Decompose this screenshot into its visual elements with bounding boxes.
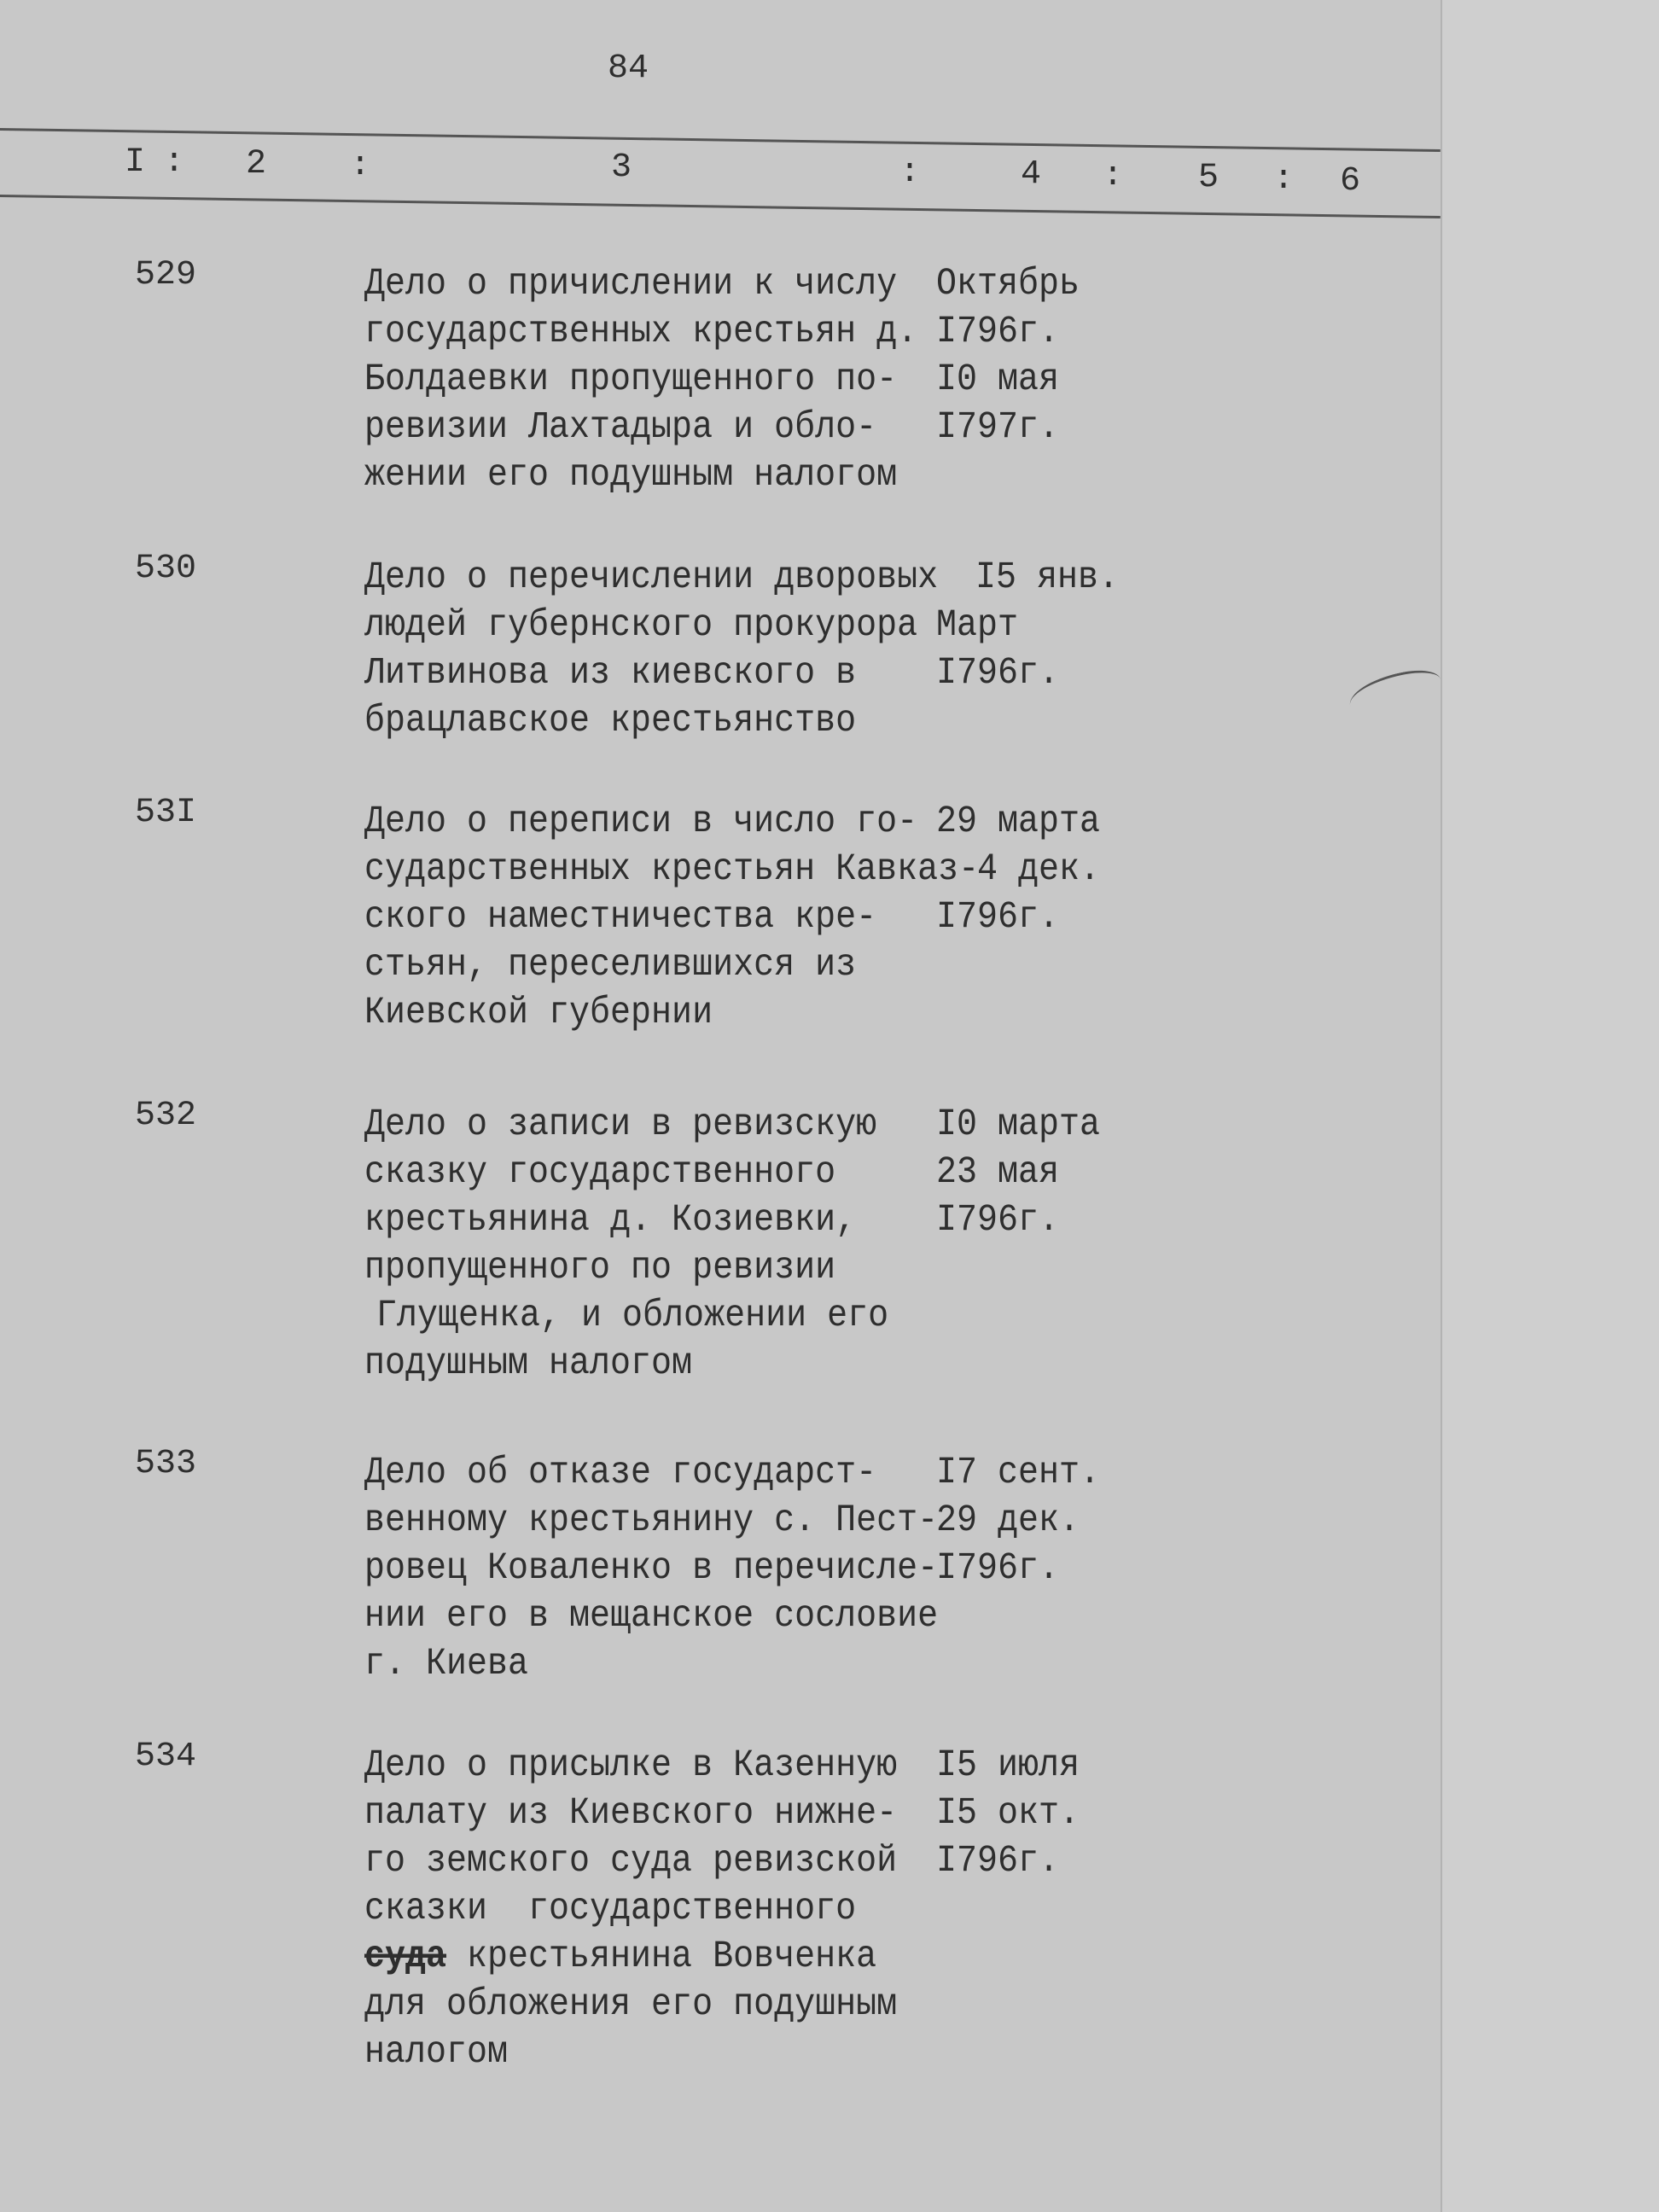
text-line: нии его в мещанское сословие	[364, 1595, 939, 1639]
entry-number: 532	[135, 1097, 197, 1135]
date-line: I0 мая	[936, 358, 1060, 402]
date-line: I796г.	[936, 1840, 1060, 1883]
text-line: Болдаевки пропущенного по-	[364, 358, 898, 402]
text-line: стьян, переселившихся из	[364, 944, 857, 987]
entry-description	[364, 555, 938, 746]
text-line: сударственных крестьян Кавказ-	[364, 848, 980, 892]
header-col-5: 5	[1198, 159, 1220, 197]
text-line: для обложения его подушным	[364, 1983, 898, 2027]
date-line: I796г.	[936, 311, 1060, 354]
text-line-rest: крестьянина Вовченка	[446, 1936, 877, 1979]
text-line: Дело о переписи в число го-	[364, 800, 918, 844]
date-line: Октябрь	[936, 263, 1080, 306]
text-line: Дело об отказе государст-	[364, 1452, 877, 1495]
text-line: Глущенка, и обложении его	[376, 1295, 889, 1338]
text-line: ревизии Лахтадыра и обло-	[364, 406, 877, 450]
text-line: г. Киева	[364, 1643, 529, 1686]
text-line: Киевской губернии	[364, 992, 713, 1035]
entry-number: 530	[135, 550, 197, 588]
text-line: венному крестьянину с. Пест-	[364, 1499, 939, 1543]
text-line: сказку государственного	[364, 1151, 836, 1195]
header-sep: :	[899, 154, 921, 192]
date-line: I796г.	[936, 1547, 1060, 1591]
text-line: Дело о присылке в Казенную	[364, 1744, 898, 1788]
entry-description	[364, 1102, 888, 1388]
text-line: ровец Коваленко в перечисле-	[364, 1547, 939, 1591]
entry-dates	[936, 261, 1080, 452]
text-line: ского наместничества кре-	[364, 896, 877, 940]
date-line: I796г.	[936, 1199, 1060, 1243]
entry-dates	[936, 1102, 1100, 1245]
entry-description	[364, 1450, 938, 1689]
struck-word: суда	[364, 1936, 447, 1979]
text-line: крестьянина д. Козиевки,	[364, 1199, 857, 1243]
text-line: Дело о записи в ревизскую	[364, 1103, 877, 1147]
text-line: Дело о причислении к числу	[364, 263, 898, 306]
entry-dates	[936, 1743, 1080, 1886]
entry-number: 529	[135, 256, 197, 294]
header-sep: :	[1103, 157, 1124, 195]
date-line: 29 марта	[936, 800, 1101, 844]
entry-description	[364, 1743, 897, 2077]
entry-number: 533	[135, 1445, 197, 1483]
date-line: 29 дек.	[936, 1499, 1080, 1543]
text-line: налогом	[364, 2031, 509, 2075]
entry-dates	[936, 555, 1119, 698]
header-col-2: 2	[246, 145, 267, 183]
page-number: 84	[608, 49, 649, 88]
header-sep: :	[350, 147, 371, 185]
header-sep: :	[164, 143, 185, 182]
text-line: подушным налогом	[364, 1342, 693, 1386]
entry-dates	[936, 799, 1100, 942]
date-line: 23 мая	[936, 1151, 1060, 1195]
entry-dates	[936, 1450, 1100, 1593]
pen-mark	[1346, 665, 1446, 720]
text-line: сказки государственного	[364, 1888, 857, 1931]
date-line: 4 дек.	[977, 848, 1101, 892]
text-line: людей губернского прокурора	[364, 604, 918, 648]
entry-description	[364, 799, 979, 1038]
date-line: I796г.	[936, 652, 1060, 696]
header-sep: :	[1273, 160, 1295, 199]
text-line: го земского суда ревизской	[364, 1840, 898, 1883]
text-line: Дело о перечислении дворовых	[364, 556, 939, 600]
date-line: I0 марта	[936, 1103, 1101, 1147]
date-line: I5 окт.	[936, 1792, 1080, 1836]
header-bottom-rule	[0, 195, 1441, 218]
text-line: жении его подушным налогом	[364, 454, 898, 498]
date-line: I7 сент.	[936, 1452, 1101, 1495]
date-line: I796г.	[936, 896, 1060, 940]
text-line: пропущенного по ревизии	[364, 1247, 836, 1290]
text-line: брацлавское крестьянство	[364, 700, 857, 743]
header-col-6: 6	[1340, 162, 1361, 201]
date-line: I5 июля	[936, 1744, 1080, 1788]
text-line	[364, 1931, 897, 1985]
date-line: Март	[936, 604, 1019, 648]
header-col-3: 3	[611, 148, 632, 187]
entry-number: 534	[135, 1738, 197, 1776]
header-col-4: 4	[1021, 155, 1042, 194]
header-top-rule	[0, 128, 1441, 152]
entry-description	[364, 261, 917, 500]
date-line: I797г.	[936, 406, 1060, 450]
entry-number: 53I	[135, 794, 197, 832]
text-line: палату из Киевского нижне-	[364, 1792, 898, 1836]
header-col-1: I	[125, 143, 146, 182]
text-line: Литвинова из киевского в	[364, 652, 857, 696]
date-line: I5 янв.	[975, 556, 1120, 600]
text-line: государственных крестьян д.	[364, 311, 918, 354]
